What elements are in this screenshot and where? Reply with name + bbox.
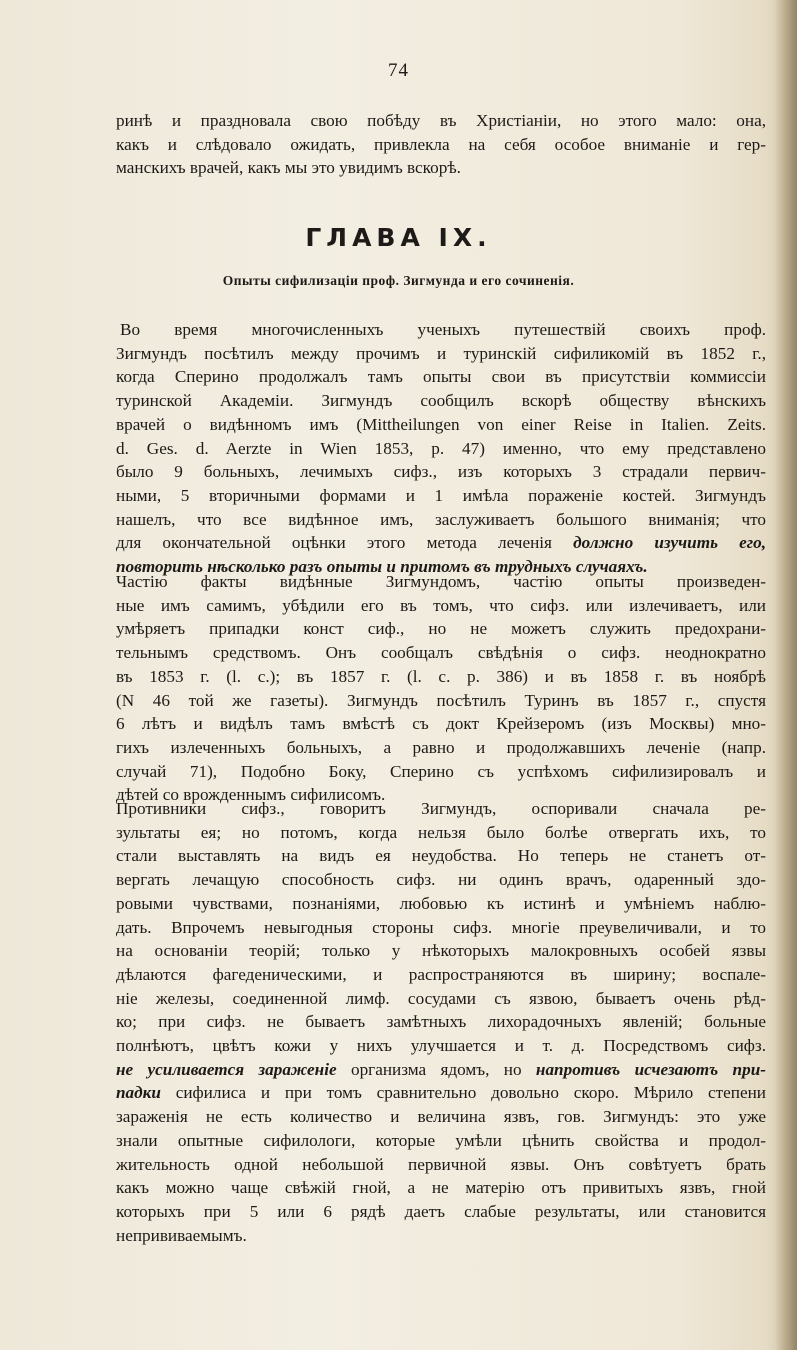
emphasis-run: падки xyxy=(116,1083,161,1103)
text-line: ными, 5 вторичными формами и 1 имѣла пораженіе костей. Зигмундъ xyxy=(116,485,766,505)
text-line: которыхъ при 5 или 6 рядѣ даетъ слабые результаты, или становится xyxy=(116,1201,766,1221)
text-line: зультаты ея; но потомъ, когда нельзя было болѣе отвергать ихъ, то xyxy=(116,822,766,842)
text-line: случай 71), Подобно Боку, Сперино съ успѣхомъ сифилизировалъ и xyxy=(116,761,766,781)
emphasis-run: напротивъ исчезаютъ при- xyxy=(535,1059,766,1079)
paragraph-3 xyxy=(116,797,766,1247)
text-line: стали выставлять на видъ ея неудобства. Но теперь не станетъ от- xyxy=(116,846,766,866)
text-line-content: Во время многочисленныхъ ученыхъ путешествій своихъ проф. xyxy=(120,320,766,339)
chapter-subtitle: Опыты сифилизаціи проф. Зигмунда и его сочиненія. xyxy=(222,273,575,288)
text-line: когда Сперино продолжалъ тамъ опыты свои въ присутствіи коммиссіи xyxy=(116,367,766,387)
paragraph-1 xyxy=(116,318,766,579)
text-line: въ 1853 г. (l. c.); въ 1857 г. (l. c. p. 386) и въ 1858 г. въ ноябрѣ xyxy=(116,666,766,686)
text-line: дѣлаются фагеденическими, и распространяются въ ширину; воспале- xyxy=(116,964,766,984)
paragraph-2 xyxy=(116,570,766,807)
text-line: ринѣ и праздновала свою побѣду въ Христіаніи, но этого мало: она, xyxy=(116,111,766,130)
text-run: организма ядомъ, но xyxy=(350,1059,522,1079)
text-line: гихъ излеченныхъ больныхъ, а равно и продолжавшихъ леченіе (напр. xyxy=(116,737,766,757)
chapter-title: ГЛАВА IX. xyxy=(305,223,492,252)
text-line: нашелъ, что все видѣнное имъ, заслуживаетъ большого вниманія; что xyxy=(116,509,766,529)
text-line: умѣряетъ припадки конст сиф., но не можетъ служить предохрани- xyxy=(116,619,766,639)
text-line: ніе железы, соединенной лимф. сосудами съ язвою, бываетъ очень рѣд- xyxy=(116,988,766,1008)
continued-paragraph xyxy=(116,109,766,180)
text-line: непрививаемымъ. xyxy=(116,1225,247,1245)
text-line: было 9 больныхъ, лечимыхъ сифз., изъ которыхъ 3 страдали первич- xyxy=(116,462,766,482)
text-line: какъ можно чаще свѣжій гной, а не матерію отъ привитыхъ язвъ, гной xyxy=(116,1178,766,1198)
text-line: зараженія не есть количество и величина язвъ, гов. Зигмундъ: это уже xyxy=(116,1107,766,1127)
text-line: ровыми чувствами, познаніями, любовью къ истинѣ и умѣніемъ наблю- xyxy=(116,893,766,913)
text-line: полнѣютъ, цвѣтъ кожи у нихъ улучшается и т. д. Посредствомъ сифз. xyxy=(116,1036,766,1056)
text-line: d. Ges. d. Aerzte in Wien 1853, p. 47) именно, что ему представлено xyxy=(116,438,766,458)
text-line: Частію факты видѣнные Зигмундомъ, частію опыты произведен- xyxy=(116,572,766,591)
text-line: жительность одной небольшой первичной язвы. Онъ совѣтуетъ брать xyxy=(116,1154,766,1174)
emphasis-run: должно изучить его, xyxy=(573,533,766,553)
text-line: врачей о видѣнномъ имъ (Mittheilungen von einer Reise in Italien. Zeits. xyxy=(116,414,766,434)
text-line: 6 лѣтъ и видѣлъ тамъ вмѣстѣ съ докт Крейзеромъ (изъ Москвы) мно- xyxy=(116,714,766,734)
text-line: вергать лечащую способность сифз. ни одинъ врачъ, одаренный здо- xyxy=(116,870,766,890)
text-line: на основаніи теорій; только у нѣкоторыхъ малокровныхъ особей язвы xyxy=(116,941,766,961)
text-line: знали опытные сифилологи, которые умѣли цѣнить свойства и продол- xyxy=(116,1130,766,1150)
text-line: тельнымъ средствомъ. Онъ сообщалъ свѣдѣнія о сифз. неоднократно xyxy=(116,643,766,663)
text-line: дѣтей со врожденнымъ сифилисомъ. xyxy=(116,785,386,805)
text-line: манскихъ врачей, какъ мы это увидимъ вскорѣ. xyxy=(116,158,461,178)
text-line: Зигмундъ посѣтилъ между прочимъ и туринскій сифиликомій въ 1852 г., xyxy=(116,343,766,363)
text-line: ные имъ самимъ, убѣдили его въ томъ, что сифз. или излечиваетъ, или xyxy=(116,595,766,615)
text-line: (N 46 той же газеты). Зигмундъ посѣтилъ Туринъ въ 1857 г., спустя xyxy=(116,690,766,710)
text-run: для окончательной оцѣнки этого метода леченія xyxy=(116,533,552,553)
text-line: какъ и слѣдовало ожидать, привлекла на себя особое вниманіе и гер- xyxy=(116,134,766,154)
page-number: 74 xyxy=(388,60,409,81)
emphasis-run: не усиливается зараженіе xyxy=(116,1059,337,1079)
text-line: ко; при сифз. не бываетъ замѣтныхъ лихорадочныхъ явленій; больные xyxy=(116,1012,766,1032)
text-line: дать. Впрочемъ невыгодныя стороны сифз. многіе преувеличивали, и то xyxy=(116,917,766,937)
text-line: туринской Академіи. Зигмундъ сообщилъ вскорѣ обществу вѣнскихъ xyxy=(116,391,766,411)
text-line xyxy=(116,531,766,555)
text-line xyxy=(116,318,766,342)
emphasis-run: повторить нѣсколько разъ опыты и притомъ въ трудныхъ случаяхъ. xyxy=(116,557,648,577)
book-spine-shadow xyxy=(775,0,797,1350)
text-run: сифилиса и при томъ сравнительно довольно скоро. Мѣрило степени xyxy=(175,1083,767,1103)
text-line xyxy=(116,1058,766,1082)
text-line: Противники сифз., говоритъ Зигмундъ, оспоривали сначала ре- xyxy=(116,799,766,818)
text-line xyxy=(116,1081,766,1105)
